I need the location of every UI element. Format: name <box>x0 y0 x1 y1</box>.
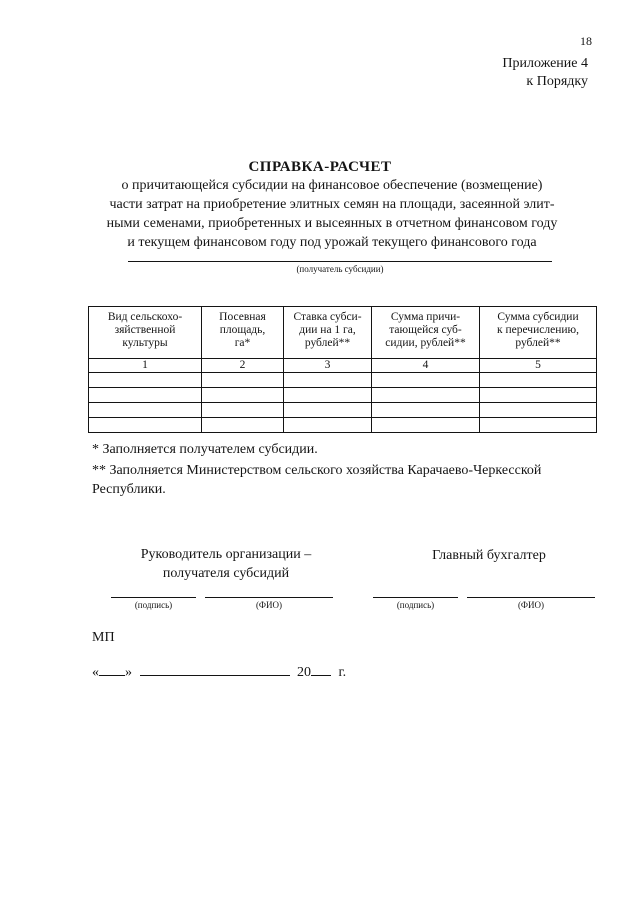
date-close-quote: » <box>125 665 132 680</box>
signer-head-title <box>118 545 334 583</box>
subtitle-line-1: о причитающейся субсидии на финансовое обеспечение (возмещение) <box>121 178 543 193</box>
table-cell[interactable] <box>480 418 597 433</box>
header-due-amount <box>372 307 480 359</box>
column-number: 3 <box>284 359 372 373</box>
table-row <box>89 388 597 403</box>
head-signature-caption: (подпись) <box>134 600 173 610</box>
header-crop-type <box>89 307 202 359</box>
header-line: Ставка субси- <box>293 311 362 323</box>
table-cell[interactable] <box>284 388 372 403</box>
header-line: к перечислению, <box>497 324 579 336</box>
table-cell[interactable] <box>202 388 284 403</box>
header-line: Сумма причи- <box>390 311 461 323</box>
table-row <box>89 373 597 388</box>
accountant-signature-caption: (подпись) <box>396 600 435 610</box>
footnote-ministry-line-1: ** Заполняется Министерством сельского хозяйства Карачаево-Черкесской <box>92 463 542 478</box>
header-line: Вид сельскохо- <box>107 311 183 323</box>
subtitle-line-2: части затрат на приобретение элитных семян на площади, засеянной элит- <box>109 197 555 212</box>
table-header-row <box>89 307 597 359</box>
header-sown-area <box>202 307 284 359</box>
date-open-quote: « <box>92 665 99 680</box>
table-cell[interactable] <box>480 403 597 418</box>
signer-accountant-title: Главный бухгалтер <box>432 548 546 563</box>
appendix-reference <box>420 55 588 91</box>
appendix-line-1: Приложение 4 <box>502 56 588 71</box>
header-line: Посевная <box>219 311 266 323</box>
header-line: га* <box>234 337 251 349</box>
accountant-name-line[interactable] <box>467 597 595 598</box>
head-signature-line[interactable] <box>111 597 196 598</box>
signer-head-line-1: Руководитель организации – <box>140 547 312 562</box>
subtitle-line-3: ными семенами, приобретенных и высеянных в отчетном финансовом году <box>106 216 558 231</box>
table-cell[interactable] <box>480 388 597 403</box>
column-number: 2 <box>202 359 284 373</box>
page-number: 18 <box>580 34 592 48</box>
table-cell[interactable] <box>89 418 202 433</box>
header-line: рублей** <box>304 337 351 349</box>
recipient-fill-line[interactable] <box>128 261 552 262</box>
table-cell[interactable] <box>480 373 597 388</box>
header-line: сидии, рублей** <box>385 337 466 349</box>
date-year-suffix: г. <box>338 665 347 680</box>
stamp-label: МП <box>92 630 115 645</box>
table-cell[interactable] <box>372 418 480 433</box>
footnote-recipient: * Заполняется получателем субсидии. <box>92 442 318 457</box>
appendix-line-2: к Порядку <box>526 74 588 89</box>
column-number: 4 <box>372 359 480 373</box>
accountant-signature-line[interactable] <box>373 597 458 598</box>
subtitle-line-4: и текущем финансовом году под урожай текущего финансового года <box>127 235 537 250</box>
table-cell[interactable] <box>284 373 372 388</box>
signer-head-line-2: получателя субсидий <box>162 566 290 581</box>
table-cell[interactable] <box>89 373 202 388</box>
header-transfer-amount <box>480 307 597 359</box>
date-month-field[interactable] <box>140 663 290 676</box>
table-cell[interactable] <box>89 403 202 418</box>
document-title: СПРАВКА-РАСЧЕТ <box>248 159 392 175</box>
table-cell[interactable] <box>202 418 284 433</box>
table-row <box>89 418 597 433</box>
table-row <box>89 403 597 418</box>
head-name-line[interactable] <box>205 597 333 598</box>
column-number: 1 <box>89 359 202 373</box>
date-year-prefix: 20 <box>297 665 311 680</box>
footnote-ministry-line-2: Республики. <box>92 482 166 497</box>
header-line: зяйственной <box>114 324 176 336</box>
date-year-field[interactable] <box>311 663 331 676</box>
table-cell[interactable] <box>372 388 480 403</box>
table-cell[interactable] <box>284 418 372 433</box>
date-line <box>92 663 346 681</box>
header-line: рублей** <box>515 337 561 349</box>
date-day-field[interactable] <box>99 663 125 676</box>
table-cell[interactable] <box>202 403 284 418</box>
header-line: тающейся суб- <box>389 324 462 336</box>
table-cell[interactable] <box>372 403 480 418</box>
recipient-caption: (получатель субсидии) <box>296 264 384 274</box>
document-subtitle <box>80 176 584 252</box>
column-number-row <box>89 359 597 373</box>
accountant-name-caption: (ФИО) <box>517 600 545 610</box>
table-cell[interactable] <box>89 388 202 403</box>
table-cell[interactable] <box>284 403 372 418</box>
header-rate-per-ha <box>284 307 372 359</box>
header-line: Сумма субсидии <box>497 311 579 323</box>
header-line: дии на 1 га, <box>299 324 356 336</box>
footnote-ministry <box>92 461 592 499</box>
header-line: площадь, <box>219 324 266 336</box>
column-number: 5 <box>480 359 597 373</box>
table-cell[interactable] <box>202 373 284 388</box>
head-name-caption: (ФИО) <box>255 600 283 610</box>
table-cell[interactable] <box>372 373 480 388</box>
header-line: культуры <box>122 337 168 349</box>
subsidy-calculation-table <box>88 306 597 433</box>
